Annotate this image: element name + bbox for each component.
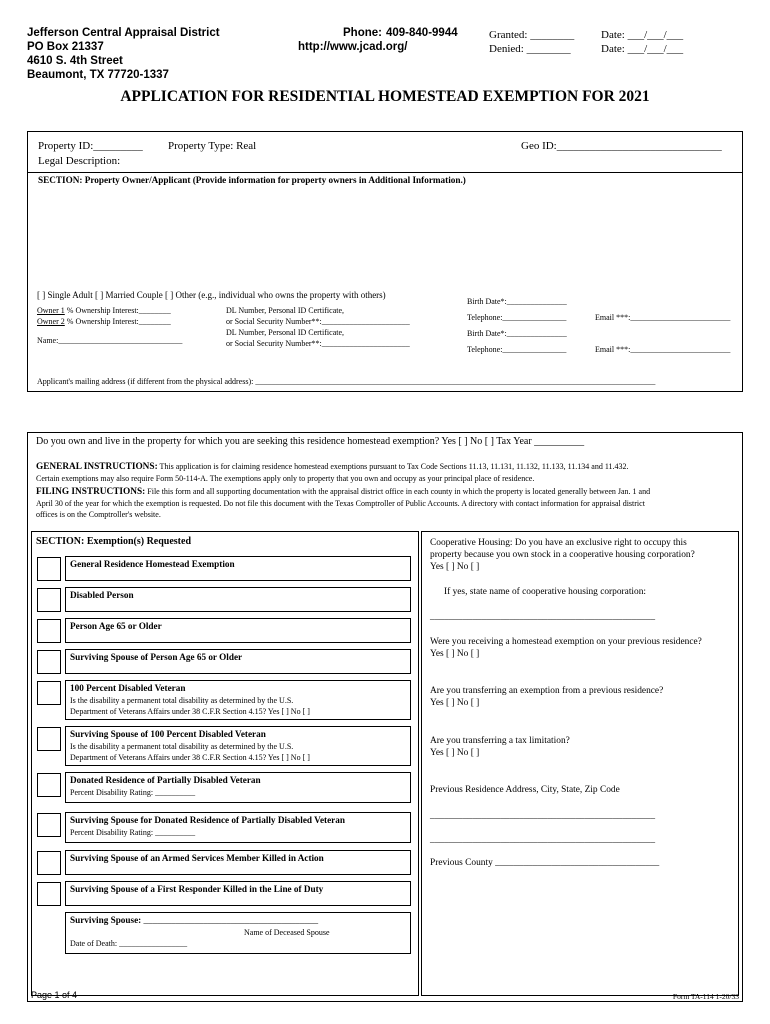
tax-limitation-yes-no[interactable]: Yes [ ] No [ ]: [430, 748, 480, 758]
granted-field: Granted: ________: [489, 29, 575, 41]
district-street: 4610 S. 4th Street: [27, 55, 123, 67]
filing-instructions-text-2: April 30 of the year for which the exemption is requested. Do not file this document with the Texas Comptroller of Public Accounts. A directory with contact information for appraisal district: [36, 499, 645, 508]
district-po-box: PO Box 21337: [27, 41, 104, 53]
owner1-interest-text: % Ownership Interest:________: [64, 306, 171, 315]
previous-address-label: Previous Residence Address, City, State, Zip Code: [430, 785, 620, 795]
denied-field: Denied: ________: [489, 43, 571, 55]
surviving-spouse-label: Surviving Spouse:: [70, 915, 142, 925]
surviving-spouse-veteran-box: [65, 726, 411, 766]
surviving-spouse-name-field[interactable]: [70, 914, 406, 927]
owner2-id-label: DL Number, Personal ID Certificate,: [226, 328, 345, 337]
general-exemption-label: General Residence Homestead Exemption: [70, 559, 235, 569]
surviving-spouse-line: ______________________________________: [141, 915, 319, 925]
marital-status-options[interactable]: [ ] Single Adult [ ] Married Couple [ ] Other (e.g., individual who owns the property with others): [37, 290, 386, 300]
owner1-telephone-field[interactable]: Telephone:________________: [467, 313, 567, 322]
transfer-exemption-question: Are you transferring an exemption from a previous residence?: [430, 686, 664, 696]
form-number: Form TA-114 1-20/33: [672, 992, 739, 1001]
general-exemption-box: [65, 556, 411, 581]
previous-address-field-2[interactable]: ________________________________________________: [430, 835, 655, 845]
surviving-spouse-veteran-label: Surviving Spouse of 100 Percent Disabled Veteran: [70, 729, 266, 739]
disabled-veteran-question: Is the disability a permanent total disability as determined by the U.S.: [70, 696, 294, 705]
surviving-spouse-65-box: [65, 649, 411, 674]
coop-yes-no[interactable]: Yes [ ] No [ ]: [430, 562, 480, 572]
filing-instructions-label: FILING INSTRUCTIONS:: [36, 487, 146, 497]
owner2-label: Owner 2: [37, 317, 65, 326]
disabled-veteran-box: [65, 680, 411, 720]
owner-name-field[interactable]: Name:_______________________________: [37, 336, 183, 345]
first-responder-label: Surviving Spouse of a First Responder Killed in the Line of Duty: [70, 884, 324, 894]
property-id-field[interactable]: Property ID:_________: [38, 140, 143, 152]
phone-label: Phone:: [343, 27, 382, 39]
surviving-spouse-veteran-checkbox[interactable]: [37, 727, 61, 751]
general-instructions-text-2: Certain exemptions may also require Form 50-114-A. The exemptions apply only to property that you own and occupy as your principal place of residence.: [36, 474, 535, 483]
tax-limitation-question: Are you transferring a tax limitation?: [430, 736, 570, 746]
general-instructions-text: This application is for claiming residence homestead exemptions pursuant to Tax Code Sections 11.13, 11.131, 11.132, 11.133, 11.134 and 11.432.: [157, 462, 629, 471]
divider: [27, 172, 743, 173]
owner1-id-label: DL Number, Personal ID Certificate,: [226, 306, 345, 315]
disabled-veteran-checkbox[interactable]: [37, 681, 61, 705]
surviving-spouse-name-box: [65, 912, 411, 954]
armed-services-checkbox[interactable]: [37, 851, 61, 875]
previous-county-field[interactable]: Previous County ___________________________________: [430, 858, 660, 868]
general-instructions: [36, 461, 629, 473]
donated-residence-label: Donated Residence of Partially Disabled Veteran: [70, 775, 261, 785]
mailing-address-field[interactable]: Applicant's mailing address (if different from the physical address): ____________________________________________________________________________________________________: [37, 377, 656, 386]
deceased-spouse-caption: Name of Deceased Spouse: [244, 928, 330, 937]
disabled-veteran-label: 100 Percent Disabled Veteran: [70, 683, 186, 693]
owner1-email-field[interactable]: Email ***:_________________________: [595, 313, 731, 322]
surviving-spouse-donated-box: [65, 812, 411, 843]
owner-section-title: SECTION: Property Owner/Applicant (Provide information for property owners in Additional Information.): [38, 175, 466, 185]
date-of-death-field[interactable]: Date of Death: _________________: [70, 939, 188, 948]
disabled-person-checkbox[interactable]: [37, 588, 61, 612]
general-exemption-checkbox[interactable]: [37, 557, 61, 581]
website-link[interactable]: http://www.jcad.org/: [298, 41, 408, 53]
surviving-spouse-65-checkbox[interactable]: [37, 650, 61, 674]
owner2-telephone-field[interactable]: Telephone:________________: [467, 345, 567, 354]
first-responder-box: [65, 881, 411, 906]
disabled-person-label: Disabled Person: [70, 590, 134, 600]
coop-question: Cooperative Housing: Do you have an exclusive right to occupy this: [430, 538, 687, 548]
page-title: APPLICATION FOR RESIDENTIAL HOMESTEAD EXEMPTION FOR 2021: [120, 88, 650, 105]
general-instructions-label: GENERAL INSTRUCTIONS:: [36, 462, 158, 472]
granted-date-field: Date: ___/___/___: [601, 29, 684, 41]
geo-id-field[interactable]: Geo ID:______________________________: [521, 140, 722, 152]
owner2-interest-field[interactable]: [37, 317, 171, 326]
district-city: Beaumont, TX 77720-1337: [27, 69, 169, 81]
owner2-id-field[interactable]: or Social Security Number**:______________________: [226, 339, 410, 348]
surviving-spouse-donated-rating-field[interactable]: Percent Disability Rating: __________: [70, 828, 196, 837]
filing-instructions-text: File this form and all supporting documentation with the appraisal district office in each county in which the property is located generally between Jan. 1 and: [145, 487, 651, 496]
age65-checkbox[interactable]: [37, 619, 61, 643]
owner2-birth-date-field[interactable]: Birth Date*:_______________: [467, 329, 567, 338]
filing-instructions: [36, 486, 650, 498]
phone-number: 409-840-9944: [386, 27, 458, 39]
owner1-birth-date-field[interactable]: Birth Date*:_______________: [467, 297, 567, 306]
donated-residence-checkbox[interactable]: [37, 773, 61, 797]
transfer-exemption-yes-no[interactable]: Yes [ ] No [ ]: [430, 698, 480, 708]
previous-address-field-1[interactable]: ________________________________________________: [430, 811, 655, 821]
surviving-spouse-65-label: Surviving Spouse of Person Age 65 or Older: [70, 652, 243, 662]
coop-question-2: property because you own stock in a cooperative housing corporation?: [430, 550, 695, 560]
surviving-spouse-veteran-question-2[interactable]: Department of Veterans Affairs under 38 C.F.R Section 4.15? Yes [ ] No [ ]: [70, 753, 310, 762]
age65-label: Person Age 65 or Older: [70, 621, 162, 631]
page-number: Page 1 of 4: [31, 990, 78, 1000]
owner1-interest-field[interactable]: [37, 306, 171, 315]
disabled-person-box: [65, 587, 411, 612]
surviving-spouse-donated-checkbox[interactable]: [37, 813, 61, 837]
filing-instructions-text-3: offices is on the Comptroller's website.: [36, 510, 161, 519]
residence-question[interactable]: Do you own and live in the property for which you are seeking this residence homestead exemption? Yes [ ] No [ ] Tax Year __________: [36, 436, 585, 447]
owner2-interest-text: % Ownership Interest:________: [64, 317, 171, 326]
previous-exemption-yes-no[interactable]: Yes [ ] No [ ]: [430, 649, 480, 659]
owner2-email-field[interactable]: Email ***:_________________________: [595, 345, 731, 354]
surviving-spouse-veteran-question: Is the disability a permanent total disability as determined by the U.S.: [70, 742, 294, 751]
armed-services-box: [65, 850, 411, 875]
surviving-spouse-donated-label: Surviving Spouse for Donated Residence of Partially Disabled Veteran: [70, 815, 345, 825]
district-name: Jefferson Central Appraisal District: [27, 27, 220, 39]
armed-services-label: Surviving Spouse of an Armed Services Member Killed in Action: [70, 853, 324, 863]
donated-disability-rating-field[interactable]: Percent Disability Rating: __________: [70, 788, 196, 797]
previous-residence-box: [421, 531, 739, 996]
donated-residence-box: [65, 772, 411, 803]
legal-description-label: Legal Description:: [38, 155, 121, 167]
age65-box: [65, 618, 411, 643]
coop-name-label: If yes, state name of cooperative housing corporation:: [444, 587, 647, 597]
previous-exemption-question: Were you receiving a homestead exemption on your previous residence?: [430, 637, 702, 647]
denied-date-field: Date: ___/___/___: [601, 43, 684, 55]
exemption-section-title: SECTION: Exemption(s) Requested: [36, 536, 192, 547]
first-responder-checkbox[interactable]: [37, 882, 61, 906]
disabled-veteran-question-2[interactable]: Department of Veterans Affairs under 38 C.F.R Section 4.15? Yes [ ] No [ ]: [70, 707, 310, 716]
owner1-label: Owner 1: [37, 306, 65, 315]
coop-name-field[interactable]: ________________________________________________: [430, 612, 655, 622]
owner1-id-field[interactable]: or Social Security Number**:______________________: [226, 317, 410, 326]
property-type: Property Type: Real: [168, 140, 257, 152]
